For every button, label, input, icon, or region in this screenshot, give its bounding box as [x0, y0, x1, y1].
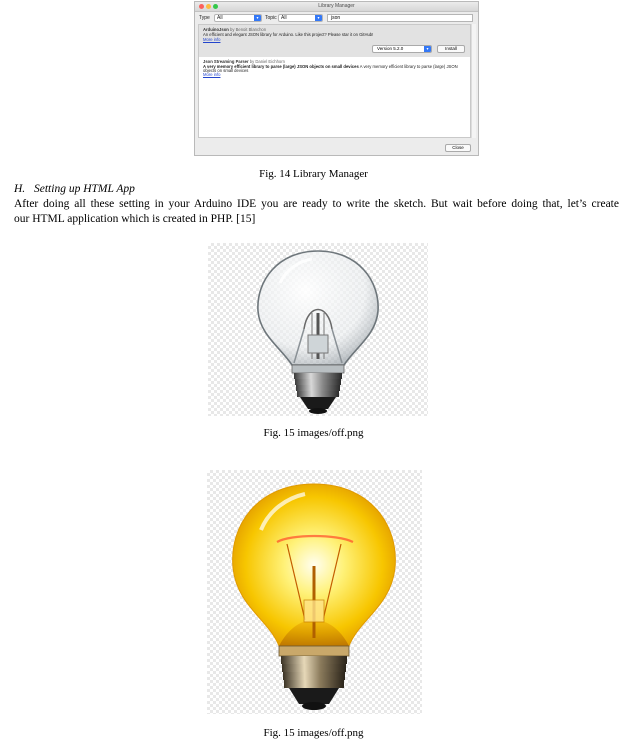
library-description: A very memory efficient library to parse (large) JSON objects on small devices A very memory efficient library to parse (large) JSON — [203, 64, 458, 69]
window-titlebar — [195, 2, 478, 12]
more-info-link[interactable]: More info — [203, 37, 221, 42]
library-row-json-streaming-parser[interactable] — [199, 57, 470, 79]
version-value: Version 5.2.0 — [377, 46, 404, 51]
paragraph-line-1: After doing all these setting in your Arduino IDE you are ready to write the sketch. But wait before doing that, let’s create — [14, 198, 619, 210]
chevron-down-icon: ▾ — [424, 46, 431, 52]
chevron-down-icon: ▾ — [254, 15, 261, 21]
library-description: An efficient and elegant JSON library for Arduino. Like this project? Please star it on GitHub! — [203, 32, 374, 37]
library-name: ArduinoJson by Benoit Blanchon — [203, 27, 267, 32]
list-scrollbar[interactable] — [471, 24, 476, 138]
more-info-link[interactable]: More info — [203, 72, 221, 77]
type-select-value: All — [217, 15, 223, 21]
library-name: Json Streaming Parser by Daniel Eichhorn — [203, 59, 285, 64]
section-number: H. — [14, 183, 26, 195]
close-button[interactable]: Close — [445, 144, 471, 152]
light-bulb-on-icon — [207, 470, 422, 714]
library-manager-window — [194, 1, 479, 156]
figure-15-on-caption: Fig. 15 images/off.png — [263, 727, 364, 739]
type-select[interactable] — [214, 14, 262, 22]
version-select[interactable] — [372, 45, 432, 53]
type-label: Type — [199, 15, 210, 21]
window-title: Library Manager — [318, 3, 355, 9]
chevron-down-icon: ▾ — [315, 15, 322, 21]
light-bulb-off-icon — [208, 243, 428, 416]
topic-select-value: All — [281, 15, 287, 21]
library-description-cont: objects on small devices — [203, 68, 249, 73]
library-author: by Daniel Eichhorn — [249, 59, 285, 64]
figure-15-off-caption: Fig. 15 images/off.png — [263, 427, 364, 439]
install-button[interactable]: Install — [437, 45, 465, 53]
topic-label: Topic — [265, 15, 277, 21]
paragraph-line-2: our HTML application which is created in PHP. [15] — [14, 213, 256, 225]
bulb-off-image — [208, 243, 428, 416]
library-list — [198, 24, 471, 138]
section-title: Setting up HTML App — [34, 183, 135, 195]
library-row-arduinojson[interactable] — [199, 25, 470, 57]
figure-14-caption: Fig. 14 Library Manager — [259, 168, 368, 180]
library-author: by Benoit Blanchon — [230, 27, 267, 32]
section-heading — [14, 183, 135, 195]
bulb-on-image — [207, 470, 422, 714]
topic-select[interactable] — [278, 14, 323, 22]
search-input[interactable]: json — [327, 14, 473, 22]
